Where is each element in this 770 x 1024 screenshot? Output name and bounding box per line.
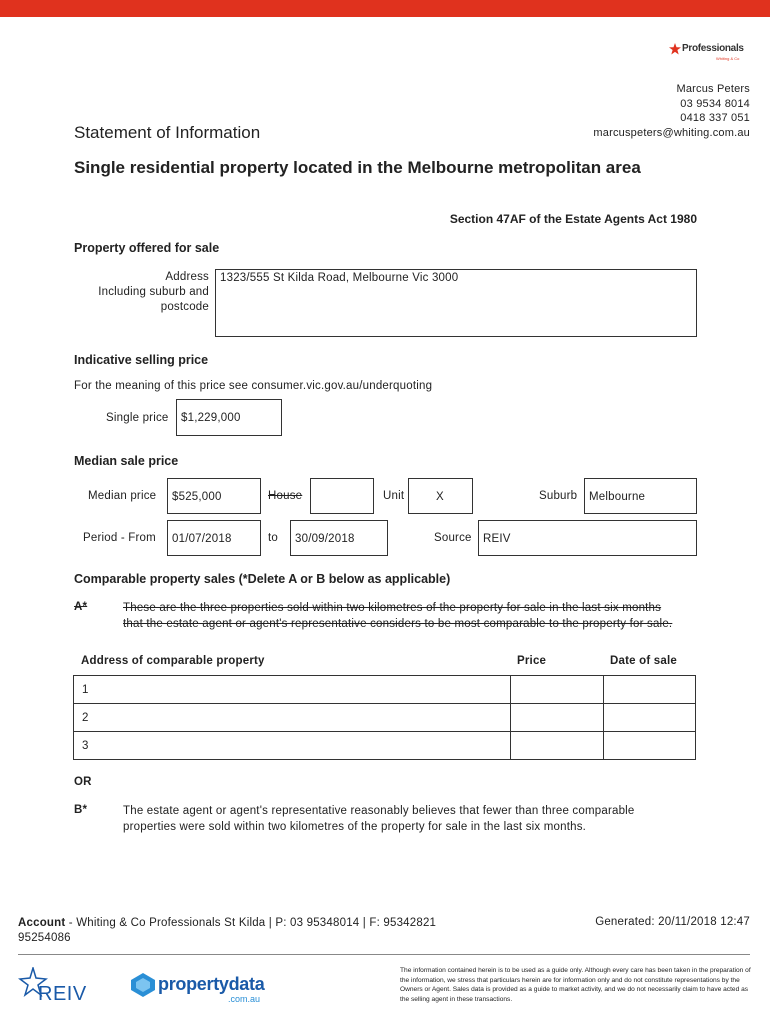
- option-b-line: The estate agent or agent's representative reasonably believes that fewer than three comparable: [123, 805, 635, 817]
- agent-phone: 03 9534 8014: [680, 97, 750, 110]
- agent-mobile: 0418 337 051: [680, 112, 750, 124]
- col-price-header: Price: [517, 655, 547, 667]
- column-divider: [510, 676, 511, 703]
- suburb-field[interactable]: Melbourne: [584, 478, 697, 514]
- option-a-label: A*: [74, 601, 88, 613]
- address-field[interactable]: 1323/555 St Kilda Road, Melbourne Vic 3000: [215, 269, 697, 337]
- row-number: 3: [82, 740, 89, 752]
- agency-sub: Whiting & Co: [716, 56, 740, 61]
- top-accent-bar: [0, 0, 770, 17]
- column-divider: [603, 704, 604, 731]
- house-label: House: [268, 490, 303, 502]
- option-b-line: properties were sold within two kilometres of the property for sale in the last six months.: [123, 820, 587, 833]
- account-id: 95254086: [18, 932, 71, 944]
- period-from-field[interactable]: 01/07/2018: [167, 520, 261, 556]
- propertydata-sub: .com.au: [228, 994, 261, 1004]
- agent-name: Marcus Peters: [676, 83, 750, 95]
- or-separator: OR: [74, 776, 92, 788]
- median-price-label: Median price: [88, 490, 157, 502]
- suburb-label: Suburb: [539, 490, 578, 502]
- column-divider: [603, 676, 604, 703]
- account-info: [18, 916, 436, 946]
- single-price-field[interactable]: $1,229,000: [176, 399, 282, 436]
- address-label-line: Including suburb and: [98, 286, 209, 298]
- option-a-text: These are the three properties sold within two kilometres of the property for sale in the last six months that the estate agent or agent's representative considers to be most comparable to the property for sale.: [123, 602, 673, 630]
- period-to-field[interactable]: 30/09/2018: [290, 520, 388, 556]
- unit-field[interactable]: X: [408, 478, 473, 514]
- period-label: Period - From: [83, 532, 156, 544]
- period-to-label: to: [268, 532, 278, 544]
- row-number: 2: [82, 712, 89, 724]
- propertydata-text: propertydata: [158, 974, 265, 994]
- column-divider: [510, 704, 511, 731]
- column-divider: [603, 732, 604, 759]
- unit-label: Unit: [383, 490, 405, 502]
- table-row[interactable]: [73, 731, 696, 760]
- median-heading: Median sale price: [74, 454, 179, 468]
- option-b-text: [123, 804, 635, 835]
- col-address-header: Address of comparable property: [81, 655, 265, 667]
- option-b-label: B*: [74, 804, 88, 816]
- document-heading: Statement of Information: [74, 123, 261, 142]
- reiv-logo: [18, 967, 98, 1007]
- footer-divider: [18, 954, 750, 955]
- address-label-line: Address: [165, 271, 209, 283]
- source-field[interactable]: REIV: [478, 520, 697, 556]
- address-label-line: postcode: [160, 301, 209, 313]
- agent-contact: [593, 82, 750, 140]
- account-text: - Whiting & Co Professionals St Kilda | P: 03 95348014 | F: 95342821: [65, 917, 437, 929]
- indicative-heading: Indicative selling price: [74, 353, 209, 367]
- reiv-text: REIV: [38, 983, 87, 1005]
- address-label: [98, 270, 209, 315]
- account-label: Account: [18, 917, 66, 929]
- table-row[interactable]: [73, 703, 696, 732]
- column-divider: [510, 732, 511, 759]
- propertydata-logo: [130, 970, 270, 1006]
- disclaimer-text: The information contained herein is to be used as a guide only. Although every care has been taken in the preparation of the information, we stress that particulars herein are for information only and do not constitute representations by the Owners or Agent. Sales data is provided as a guide to market activity, and we do not necessarily claim to have acted as the selling agent in these transactions.: [400, 967, 751, 1003]
- median-price-field[interactable]: $525,000: [167, 478, 261, 514]
- table-row[interactable]: [73, 675, 696, 704]
- source-label: Source: [434, 532, 472, 544]
- comparable-heading: Comparable property sales (*Delete A or B below as applicable): [74, 572, 451, 586]
- underquoting-note: For the meaning of this price see consumer.vic.gov.au/underquoting: [74, 380, 433, 392]
- act-reference: Section 47AF of the Estate Agents Act 1980: [449, 212, 697, 226]
- row-number: 1: [82, 684, 89, 696]
- house-field[interactable]: [310, 478, 374, 514]
- agency-logo: [668, 43, 748, 63]
- single-price-label: Single price: [106, 412, 169, 424]
- generated-timestamp: Generated: 20/11/2018 12:47: [595, 916, 750, 928]
- propertydata-icon: [130, 972, 156, 998]
- col-date-header: Date of sale: [610, 655, 677, 667]
- agent-email[interactable]: marcuspeters@whiting.com.au: [593, 126, 750, 139]
- property-heading: Property offered for sale: [74, 241, 220, 255]
- document-title: Single residential property located in the Melbourne metropolitan area: [74, 158, 641, 177]
- agency-brand: Professionals: [682, 43, 744, 54]
- star-icon: [669, 43, 681, 55]
